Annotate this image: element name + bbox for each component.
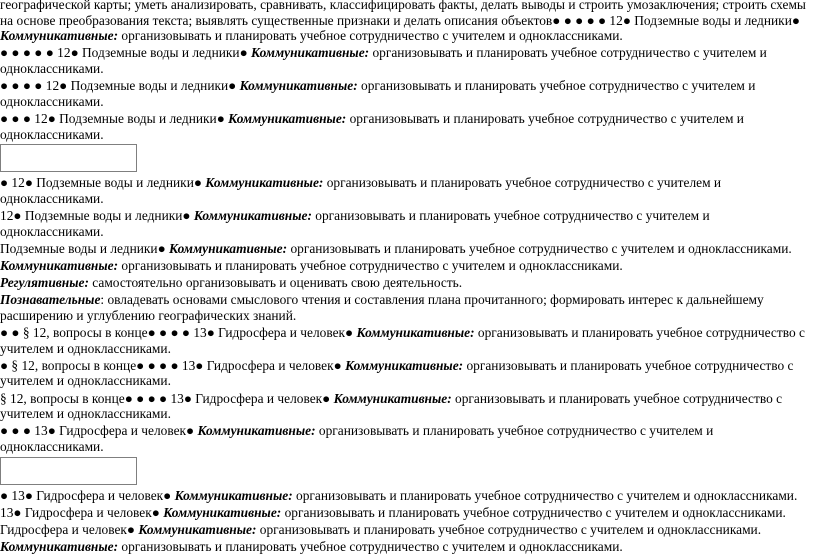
label-heading: Коммуникативные: (205, 175, 324, 191)
paragraph-text: организовывать и планировать учебное сотрудничество с учителем и одноклассниками. (0, 110, 744, 142)
paragraph-text: организовывать и планировать учебное сотрудничество с учителем и одноклассниками. (281, 504, 786, 520)
label-heading: Коммуникативные: (163, 504, 282, 520)
paragraph-text: организовывать и планировать учебное сотрудничество с учителем и одноклассниками. (0, 357, 794, 389)
paragraph-text: ● ● § 12, вопросы в конце● ● ● ● 13● Гидросфера и человек● (0, 325, 357, 341)
label-heading: Коммуникативные: (356, 325, 475, 341)
paragraph-text: ● ● ● ● ● 12● Подземные воды и ледники● (0, 45, 252, 61)
paragraph-text: Подземные воды и ледники● (0, 240, 170, 256)
paragraph-text: географической карты; уметь анализировать, сравнивать, классифицировать факты, делать выводы и строить умозаключения; строить схемы на основе преобразования текста; выявлять существенные признаки и делать описания объектов● ● ● ● ● 12● Подземные воды и ледники● (0, 0, 806, 28)
paragraph-text: организовывать и планировать учебное сотрудничество с учителем и одноклассниками. (0, 390, 783, 422)
label-heading: Коммуникативные: (0, 257, 119, 273)
paragraph-text: организовывать и планировать учебное сотрудничество с учителем и одноклассниками. (0, 207, 710, 239)
paragraph (0, 391, 812, 422)
paragraph-text: организовывать и планировать учебное сотрудничество с учителем и одноклассниками. (287, 240, 792, 256)
label-heading: Коммуникативные: (193, 207, 312, 223)
paragraph-text: организовывать и планировать учебное сотрудничество с учителем и одноклассниками. (0, 45, 767, 76)
paragraph (0, 505, 812, 521)
label-heading: Регулятивные: (0, 275, 89, 291)
label-heading: Коммуникативные: (138, 521, 257, 537)
paragraph (0, 423, 812, 454)
paragraph (0, 0, 812, 44)
paragraph (0, 325, 812, 356)
paragraph-text: § 12, вопросы в конце● ● ● ● 13● Гидросфера и человек● (0, 390, 334, 406)
paragraph (0, 488, 812, 504)
paragraph (0, 241, 812, 257)
paragraph-text: организовывать и планировать учебное сотрудничество с учителем и одноклассниками. (0, 175, 722, 206)
label-heading: Коммуникативные: (228, 110, 347, 126)
label-heading: Познавательные (0, 292, 101, 308)
paragraph-text: ● ● ● 12● Подземные воды и ледники● (0, 110, 229, 126)
paragraph-text: организовывать и планировать учебное сотрудничество с учителем и одноклассниками. (118, 28, 623, 44)
paragraph (0, 275, 812, 291)
paragraph-text: ● 12● Подземные воды и ледники● (0, 175, 206, 191)
paragraph (0, 78, 812, 109)
paragraph-text: 12● Подземные воды и ледники● (0, 207, 194, 223)
paragraph (0, 258, 812, 274)
paragraph (0, 111, 812, 142)
paragraph (0, 522, 812, 538)
paragraph-text: организовывать и планировать учебное сотрудничество с учителем и одноклассниками. (0, 325, 805, 356)
paragraph-text: организовывать и планировать учебное сотрудничество с учителем и одноклассниками. (118, 257, 623, 273)
paragraph-text: ● 13● Гидросфера и человек● (0, 487, 175, 503)
label-heading: Коммуникативные: (251, 45, 370, 61)
paragraph-text: : овладевать основами смыслового чтения и составления плана прочитанного; формировать интерес к дальнейшему расширению и углублению географических знаний. (0, 292, 764, 323)
label-heading: Коммуникативные: (333, 390, 452, 406)
paragraph-text: Гидросфера и человек● (0, 521, 139, 537)
paragraph-text: ● ● ● 13● Гидросфера и человек● (0, 423, 198, 439)
paragraph-text: самостоятельно организовывать и оценивать свою деятельность. (88, 275, 463, 291)
empty-frame-box (0, 144, 137, 172)
paragraph (0, 358, 812, 389)
label-heading: Коммуникативные: (169, 240, 288, 256)
paragraph (0, 539, 812, 555)
label-heading: Коммуникативные: (0, 28, 119, 44)
label-heading: Коммуникативные: (197, 423, 316, 439)
paragraph-text: организовывать и планировать учебное сотрудничество с учителем и одноклассниками. (0, 423, 714, 454)
label-heading: Коммуникативные: (345, 357, 464, 373)
paragraph-text: организовывать и планировать учебное сотрудничество с учителем и одноклассниками. (292, 487, 798, 503)
paragraph (0, 175, 812, 206)
label-heading: Коммуникативные: (239, 78, 358, 94)
paragraph-text: ● § 12, вопросы в конце● ● ● ● 13● Гидросфера и человек● (0, 357, 346, 373)
paragraph-text: организовывать и планировать учебное сотрудничество с учителем и одноклассниками. (256, 521, 762, 537)
paragraph (0, 292, 812, 323)
paragraph-text: организовывать и планировать учебное сотрудничество с учителем и одноклассниками. (118, 539, 623, 555)
label-heading: Коммуникативные: (0, 539, 119, 555)
paragraph (0, 208, 812, 239)
empty-frame-box (0, 457, 137, 485)
label-heading: Коммуникативные: (174, 487, 293, 503)
paragraph-text: организовывать и планировать учебное сотрудничество с учителем и одноклассниками. (0, 78, 756, 109)
paragraph-text: ● ● ● ● 12● Подземные воды и ледники● (0, 78, 240, 94)
paragraph-text: 13● Гидросфера и человек● (0, 504, 164, 520)
paragraph (0, 45, 812, 76)
